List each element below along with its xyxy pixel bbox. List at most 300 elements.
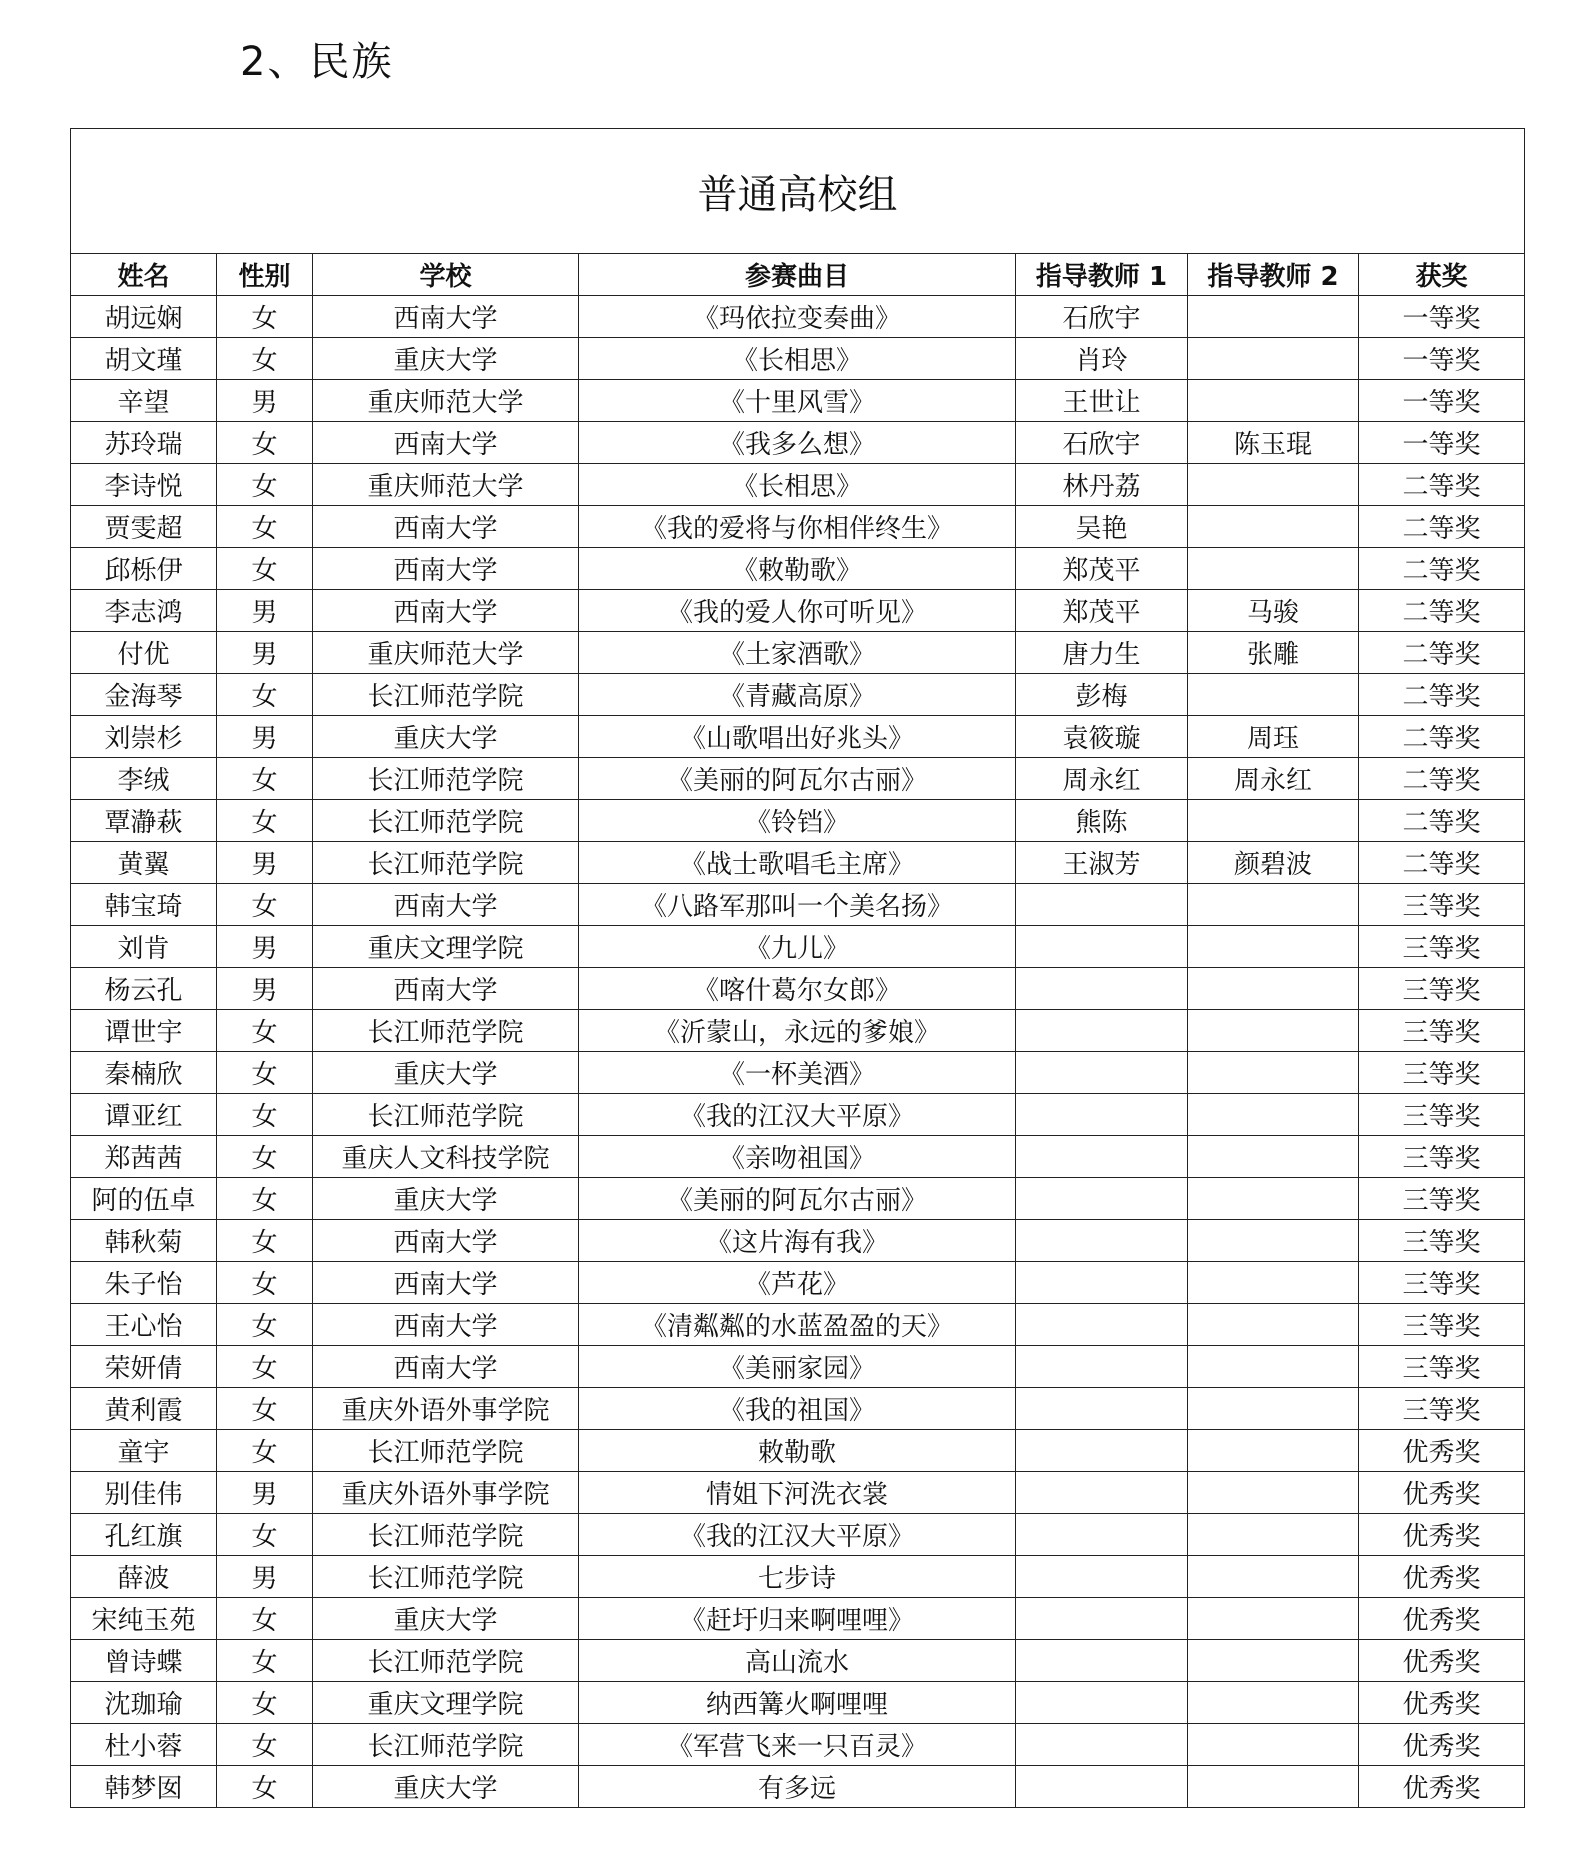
cell-award: 一等奖 xyxy=(1359,380,1525,422)
cell-gender: 女 xyxy=(217,1010,313,1052)
cell-name: 李诗悦 xyxy=(71,464,217,506)
cell-teacher-1 xyxy=(1016,1388,1188,1430)
cell-gender: 女 xyxy=(217,1682,313,1724)
cell-teacher-1 xyxy=(1016,926,1188,968)
cell-name: 王心怡 xyxy=(71,1304,217,1346)
cell-teacher-2 xyxy=(1188,1136,1359,1178)
cell-gender: 女 xyxy=(217,296,313,338)
cell-gender: 女 xyxy=(217,1178,313,1220)
cell-teacher-2 xyxy=(1188,1430,1359,1472)
cell-gender: 女 xyxy=(217,422,313,464)
cell-song: 有多远 xyxy=(579,1766,1016,1808)
cell-name: 别佳伟 xyxy=(71,1472,217,1514)
cell-teacher-2 xyxy=(1188,296,1359,338)
cell-award: 三等奖 xyxy=(1359,1388,1525,1430)
table-row xyxy=(71,1514,1525,1556)
cell-school: 重庆大学 xyxy=(313,1598,579,1640)
cell-teacher-1 xyxy=(1016,1052,1188,1094)
cell-teacher-1 xyxy=(1016,1220,1188,1262)
header-teacher-2: 指导教师 2 xyxy=(1188,254,1359,296)
cell-school: 重庆大学 xyxy=(313,716,579,758)
cell-teacher-2 xyxy=(1188,1682,1359,1724)
section-title: 2、民族 xyxy=(240,39,394,85)
cell-name: 邱栎伊 xyxy=(71,548,217,590)
cell-school: 西南大学 xyxy=(313,1304,579,1346)
table-row xyxy=(71,758,1525,800)
cell-teacher-1: 唐力生 xyxy=(1016,632,1188,674)
cell-teacher-2 xyxy=(1188,380,1359,422)
cell-teacher-2: 张雕 xyxy=(1188,632,1359,674)
table-row xyxy=(71,1262,1525,1304)
cell-teacher-2 xyxy=(1188,1178,1359,1220)
table-row xyxy=(71,800,1525,842)
cell-song: 《长相思》 xyxy=(579,338,1016,380)
cell-gender: 男 xyxy=(217,1556,313,1598)
cell-teacher-2: 陈玉琨 xyxy=(1188,422,1359,464)
cell-award: 一等奖 xyxy=(1359,338,1525,380)
cell-school: 西南大学 xyxy=(313,590,579,632)
cell-name: 孔红旗 xyxy=(71,1514,217,1556)
cell-award: 二等奖 xyxy=(1359,674,1525,716)
table-row xyxy=(71,464,1525,506)
cell-name: 黄翼 xyxy=(71,842,217,884)
cell-song: 《八路军那叫一个美名扬》 xyxy=(579,884,1016,926)
cell-song: 《亲吻祖国》 xyxy=(579,1136,1016,1178)
cell-school: 重庆大学 xyxy=(313,1178,579,1220)
cell-name: 沈珈瑜 xyxy=(71,1682,217,1724)
cell-name: 胡文瑾 xyxy=(71,338,217,380)
cell-gender: 男 xyxy=(217,926,313,968)
cell-award: 优秀奖 xyxy=(1359,1724,1525,1766)
cell-song: 《我的江汉大平原》 xyxy=(579,1094,1016,1136)
cell-teacher-2: 周永红 xyxy=(1188,758,1359,800)
table-row xyxy=(71,296,1525,338)
cell-school: 重庆人文科技学院 xyxy=(313,1136,579,1178)
cell-teacher-2 xyxy=(1188,1220,1359,1262)
table-row xyxy=(71,380,1525,422)
table-row xyxy=(71,422,1525,464)
cell-gender: 女 xyxy=(217,338,313,380)
cell-school: 重庆大学 xyxy=(313,1766,579,1808)
cell-gender: 女 xyxy=(217,1514,313,1556)
cell-name: 覃瀞萩 xyxy=(71,800,217,842)
cell-teacher-1: 石欣宇 xyxy=(1016,422,1188,464)
table-body xyxy=(71,296,1525,1808)
header-name: 姓名 xyxy=(71,254,217,296)
table-row xyxy=(71,1430,1525,1472)
cell-teacher-2 xyxy=(1188,1052,1359,1094)
cell-teacher-2 xyxy=(1188,506,1359,548)
cell-teacher-2 xyxy=(1188,884,1359,926)
cell-song: 《美丽的阿瓦尔古丽》 xyxy=(579,758,1016,800)
cell-school: 西南大学 xyxy=(313,548,579,590)
cell-song: 《这片海有我》 xyxy=(579,1220,1016,1262)
cell-gender: 女 xyxy=(217,464,313,506)
cell-song: 《一杯美酒》 xyxy=(579,1052,1016,1094)
cell-award: 优秀奖 xyxy=(1359,1682,1525,1724)
cell-teacher-2 xyxy=(1188,1346,1359,1388)
cell-school: 长江师范学院 xyxy=(313,842,579,884)
cell-teacher-1: 王淑芳 xyxy=(1016,842,1188,884)
cell-song: 《敕勒歌》 xyxy=(579,548,1016,590)
cell-name: 苏玲瑞 xyxy=(71,422,217,464)
cell-award: 三等奖 xyxy=(1359,1346,1525,1388)
cell-song: 《十里风雪》 xyxy=(579,380,1016,422)
cell-award: 优秀奖 xyxy=(1359,1766,1525,1808)
cell-award: 三等奖 xyxy=(1359,1220,1525,1262)
cell-song: 敕勒歌 xyxy=(579,1430,1016,1472)
cell-teacher-1: 袁筱璇 xyxy=(1016,716,1188,758)
cell-teacher-2 xyxy=(1188,464,1359,506)
cell-teacher-2 xyxy=(1188,674,1359,716)
cell-song: 《九儿》 xyxy=(579,926,1016,968)
cell-song: 《青藏高原》 xyxy=(579,674,1016,716)
table-row xyxy=(71,1010,1525,1052)
cell-name: 谭世宇 xyxy=(71,1010,217,1052)
cell-school: 长江师范学院 xyxy=(313,674,579,716)
table-row xyxy=(71,1094,1525,1136)
cell-gender: 男 xyxy=(217,632,313,674)
cell-school: 西南大学 xyxy=(313,296,579,338)
cell-school: 长江师范学院 xyxy=(313,758,579,800)
cell-award: 二等奖 xyxy=(1359,506,1525,548)
cell-teacher-2 xyxy=(1188,968,1359,1010)
cell-teacher-2 xyxy=(1188,800,1359,842)
cell-teacher-1 xyxy=(1016,1472,1188,1514)
cell-school: 西南大学 xyxy=(313,422,579,464)
cell-teacher-2: 周珏 xyxy=(1188,716,1359,758)
awards-table xyxy=(70,128,1525,1808)
cell-award: 一等奖 xyxy=(1359,296,1525,338)
cell-award: 二等奖 xyxy=(1359,464,1525,506)
cell-name: 秦楠欣 xyxy=(71,1052,217,1094)
table-row xyxy=(71,506,1525,548)
cell-teacher-2 xyxy=(1188,1262,1359,1304)
cell-name: 韩梦囡 xyxy=(71,1766,217,1808)
cell-teacher-1: 周永红 xyxy=(1016,758,1188,800)
cell-school: 长江师范学院 xyxy=(313,1094,579,1136)
cell-teacher-1 xyxy=(1016,1556,1188,1598)
cell-school: 重庆大学 xyxy=(313,1052,579,1094)
cell-gender: 女 xyxy=(217,1220,313,1262)
cell-song: 《土家酒歌》 xyxy=(579,632,1016,674)
header-teacher-1: 指导教师 1 xyxy=(1016,254,1188,296)
cell-teacher-1 xyxy=(1016,1304,1188,1346)
cell-school: 重庆外语外事学院 xyxy=(313,1472,579,1514)
cell-gender: 女 xyxy=(217,1598,313,1640)
cell-award: 三等奖 xyxy=(1359,884,1525,926)
cell-teacher-1 xyxy=(1016,1682,1188,1724)
cell-teacher-1 xyxy=(1016,1640,1188,1682)
table-row xyxy=(71,1220,1525,1262)
cell-teacher-2 xyxy=(1188,1724,1359,1766)
cell-gender: 女 xyxy=(217,800,313,842)
header-gender: 性别 xyxy=(217,254,313,296)
cell-name: 李绒 xyxy=(71,758,217,800)
cell-teacher-2 xyxy=(1188,1556,1359,1598)
cell-teacher-1 xyxy=(1016,1094,1188,1136)
cell-name: 荣妍倩 xyxy=(71,1346,217,1388)
cell-award: 二等奖 xyxy=(1359,758,1525,800)
cell-teacher-1: 王世让 xyxy=(1016,380,1188,422)
table-row xyxy=(71,1304,1525,1346)
cell-name: 韩宝琦 xyxy=(71,884,217,926)
cell-teacher-2 xyxy=(1188,1388,1359,1430)
cell-gender: 男 xyxy=(217,590,313,632)
cell-song: 《美丽的阿瓦尔古丽》 xyxy=(579,1178,1016,1220)
cell-award: 三等奖 xyxy=(1359,1094,1525,1136)
cell-teacher-2 xyxy=(1188,1472,1359,1514)
table-row xyxy=(71,716,1525,758)
cell-school: 西南大学 xyxy=(313,1346,579,1388)
cell-song: 高山流水 xyxy=(579,1640,1016,1682)
cell-school: 重庆师范大学 xyxy=(313,464,579,506)
cell-school: 重庆大学 xyxy=(313,338,579,380)
cell-name: 谭亚红 xyxy=(71,1094,217,1136)
cell-song: 《赶圩归来啊哩哩》 xyxy=(579,1598,1016,1640)
cell-song: 《美丽家园》 xyxy=(579,1346,1016,1388)
table-row xyxy=(71,1598,1525,1640)
table-row xyxy=(71,590,1525,632)
cell-song: 《喀什葛尔女郎》 xyxy=(579,968,1016,1010)
cell-name: 朱子怡 xyxy=(71,1262,217,1304)
cell-gender: 女 xyxy=(217,1262,313,1304)
cell-gender: 女 xyxy=(217,1388,313,1430)
cell-teacher-2: 马骏 xyxy=(1188,590,1359,632)
cell-song: 《玛依拉变奏曲》 xyxy=(579,296,1016,338)
cell-teacher-1 xyxy=(1016,1178,1188,1220)
table-row xyxy=(71,338,1525,380)
cell-name: 黄利霞 xyxy=(71,1388,217,1430)
cell-teacher-2: 颜碧波 xyxy=(1188,842,1359,884)
cell-gender: 女 xyxy=(217,1430,313,1472)
table-row xyxy=(71,968,1525,1010)
table-row xyxy=(71,674,1525,716)
cell-song: 《沂蒙山，永远的爹娘》 xyxy=(579,1010,1016,1052)
cell-teacher-1: 郑茂平 xyxy=(1016,590,1188,632)
cell-school: 西南大学 xyxy=(313,1220,579,1262)
cell-teacher-1 xyxy=(1016,1514,1188,1556)
cell-teacher-2 xyxy=(1188,548,1359,590)
cell-teacher-1 xyxy=(1016,1430,1188,1472)
table-row xyxy=(71,1136,1525,1178)
cell-teacher-1: 肖玲 xyxy=(1016,338,1188,380)
cell-gender: 女 xyxy=(217,884,313,926)
cell-teacher-1 xyxy=(1016,1598,1188,1640)
cell-song: 《长相思》 xyxy=(579,464,1016,506)
cell-award: 三等奖 xyxy=(1359,1052,1525,1094)
cell-award: 三等奖 xyxy=(1359,968,1525,1010)
cell-name: 金海琴 xyxy=(71,674,217,716)
cell-teacher-2 xyxy=(1188,1094,1359,1136)
cell-teacher-1 xyxy=(1016,884,1188,926)
table-row xyxy=(71,1640,1525,1682)
cell-gender: 男 xyxy=(217,380,313,422)
cell-award: 一等奖 xyxy=(1359,422,1525,464)
cell-song: 情姐下河洗衣裳 xyxy=(579,1472,1016,1514)
cell-song: 七步诗 xyxy=(579,1556,1016,1598)
cell-school: 长江师范学院 xyxy=(313,1724,579,1766)
cell-teacher-2 xyxy=(1188,1640,1359,1682)
cell-gender: 男 xyxy=(217,1472,313,1514)
cell-school: 重庆文理学院 xyxy=(313,926,579,968)
cell-gender: 男 xyxy=(217,842,313,884)
cell-award: 二等奖 xyxy=(1359,800,1525,842)
cell-school: 西南大学 xyxy=(313,506,579,548)
cell-song: 《我的爱人你可听见》 xyxy=(579,590,1016,632)
cell-gender: 女 xyxy=(217,1724,313,1766)
cell-name: 刘崇杉 xyxy=(71,716,217,758)
cell-school: 长江师范学院 xyxy=(313,1556,579,1598)
cell-teacher-1: 熊陈 xyxy=(1016,800,1188,842)
cell-teacher-2 xyxy=(1188,1514,1359,1556)
table-row xyxy=(71,1472,1525,1514)
cell-school: 重庆师范大学 xyxy=(313,632,579,674)
cell-teacher-2 xyxy=(1188,1766,1359,1808)
cell-name: 胡远娴 xyxy=(71,296,217,338)
cell-school: 长江师范学院 xyxy=(313,1514,579,1556)
cell-award: 二等奖 xyxy=(1359,548,1525,590)
header-school: 学校 xyxy=(313,254,579,296)
cell-teacher-1 xyxy=(1016,1262,1188,1304)
cell-teacher-2 xyxy=(1188,926,1359,968)
cell-gender: 女 xyxy=(217,1346,313,1388)
cell-gender: 女 xyxy=(217,674,313,716)
cell-song: 《清粼粼的水蓝盈盈的天》 xyxy=(579,1304,1016,1346)
cell-song: 《芦花》 xyxy=(579,1262,1016,1304)
cell-gender: 女 xyxy=(217,548,313,590)
cell-award: 三等奖 xyxy=(1359,1136,1525,1178)
cell-teacher-2 xyxy=(1188,1304,1359,1346)
cell-award: 优秀奖 xyxy=(1359,1514,1525,1556)
cell-teacher-1 xyxy=(1016,1766,1188,1808)
table-row xyxy=(71,884,1525,926)
cell-song: 《军营飞来一只百灵》 xyxy=(579,1724,1016,1766)
cell-school: 长江师范学院 xyxy=(313,1640,579,1682)
header-row xyxy=(71,254,1525,296)
cell-teacher-2 xyxy=(1188,338,1359,380)
cell-gender: 女 xyxy=(217,758,313,800)
cell-teacher-2 xyxy=(1188,1598,1359,1640)
cell-song: 《战士歌唱毛主席》 xyxy=(579,842,1016,884)
table-row xyxy=(71,1178,1525,1220)
header-song: 参赛曲目 xyxy=(579,254,1016,296)
cell-school: 重庆外语外事学院 xyxy=(313,1388,579,1430)
cell-name: 刘肯 xyxy=(71,926,217,968)
header-award: 获奖 xyxy=(1359,254,1525,296)
cell-school: 西南大学 xyxy=(313,968,579,1010)
cell-teacher-1: 吴艳 xyxy=(1016,506,1188,548)
cell-teacher-1: 郑茂平 xyxy=(1016,548,1188,590)
table-row xyxy=(71,548,1525,590)
cell-school: 西南大学 xyxy=(313,1262,579,1304)
cell-school: 西南大学 xyxy=(313,884,579,926)
cell-award: 优秀奖 xyxy=(1359,1472,1525,1514)
cell-award: 三等奖 xyxy=(1359,1304,1525,1346)
table-row xyxy=(71,1346,1525,1388)
cell-school: 长江师范学院 xyxy=(313,1430,579,1472)
cell-song: 《山歌唱出好兆头》 xyxy=(579,716,1016,758)
cell-teacher-1 xyxy=(1016,1724,1188,1766)
cell-name: 杨云孔 xyxy=(71,968,217,1010)
cell-school: 长江师范学院 xyxy=(313,800,579,842)
table-row xyxy=(71,1388,1525,1430)
cell-gender: 男 xyxy=(217,968,313,1010)
table-row xyxy=(71,1724,1525,1766)
cell-name: 曾诗蝶 xyxy=(71,1640,217,1682)
table-caption: 普通高校组 xyxy=(71,129,1525,254)
cell-school: 重庆文理学院 xyxy=(313,1682,579,1724)
cell-song: 纳西篝火啊哩哩 xyxy=(579,1682,1016,1724)
cell-award: 三等奖 xyxy=(1359,1262,1525,1304)
cell-teacher-1 xyxy=(1016,968,1188,1010)
cell-award: 二等奖 xyxy=(1359,632,1525,674)
cell-award: 二等奖 xyxy=(1359,590,1525,632)
table-row xyxy=(71,926,1525,968)
table-row xyxy=(71,842,1525,884)
cell-name: 宋纯玉苑 xyxy=(71,1598,217,1640)
cell-teacher-1: 石欣宇 xyxy=(1016,296,1188,338)
cell-song: 《我多么想》 xyxy=(579,422,1016,464)
cell-gender: 女 xyxy=(217,1136,313,1178)
cell-name: 韩秋菊 xyxy=(71,1220,217,1262)
cell-teacher-1 xyxy=(1016,1010,1188,1052)
cell-name: 辛望 xyxy=(71,380,217,422)
cell-song: 《我的江汉大平原》 xyxy=(579,1514,1016,1556)
cell-gender: 女 xyxy=(217,1052,313,1094)
cell-award: 优秀奖 xyxy=(1359,1640,1525,1682)
cell-school: 长江师范学院 xyxy=(313,1010,579,1052)
cell-award: 三等奖 xyxy=(1359,1178,1525,1220)
cell-song: 《铃铛》 xyxy=(579,800,1016,842)
cell-name: 阿的伍卓 xyxy=(71,1178,217,1220)
cell-gender: 女 xyxy=(217,1640,313,1682)
cell-award: 二等奖 xyxy=(1359,842,1525,884)
cell-teacher-1: 彭梅 xyxy=(1016,674,1188,716)
cell-school: 重庆师范大学 xyxy=(313,380,579,422)
cell-name: 付优 xyxy=(71,632,217,674)
cell-award: 优秀奖 xyxy=(1359,1598,1525,1640)
cell-name: 李志鸿 xyxy=(71,590,217,632)
cell-teacher-1 xyxy=(1016,1136,1188,1178)
cell-award: 优秀奖 xyxy=(1359,1430,1525,1472)
cell-award: 三等奖 xyxy=(1359,1010,1525,1052)
table-row xyxy=(71,1766,1525,1808)
table-row xyxy=(71,1682,1525,1724)
cell-song: 《我的爱将与你相伴终生》 xyxy=(579,506,1016,548)
cell-name: 童宇 xyxy=(71,1430,217,1472)
cell-gender: 女 xyxy=(217,1766,313,1808)
cell-gender: 女 xyxy=(217,506,313,548)
cell-award: 二等奖 xyxy=(1359,716,1525,758)
cell-gender: 女 xyxy=(217,1094,313,1136)
table-row xyxy=(71,1556,1525,1598)
cell-award: 三等奖 xyxy=(1359,926,1525,968)
cell-name: 杜小蓉 xyxy=(71,1724,217,1766)
cell-song: 《我的祖国》 xyxy=(579,1388,1016,1430)
cell-name: 薛波 xyxy=(71,1556,217,1598)
table-row xyxy=(71,1052,1525,1094)
cell-award: 优秀奖 xyxy=(1359,1556,1525,1598)
cell-gender: 女 xyxy=(217,1304,313,1346)
cell-name: 贾雯超 xyxy=(71,506,217,548)
cell-teacher-1: 林丹荔 xyxy=(1016,464,1188,506)
cell-teacher-2 xyxy=(1188,1010,1359,1052)
cell-name: 郑茜茜 xyxy=(71,1136,217,1178)
table-row xyxy=(71,632,1525,674)
cell-gender: 男 xyxy=(217,716,313,758)
cell-teacher-1 xyxy=(1016,1346,1188,1388)
